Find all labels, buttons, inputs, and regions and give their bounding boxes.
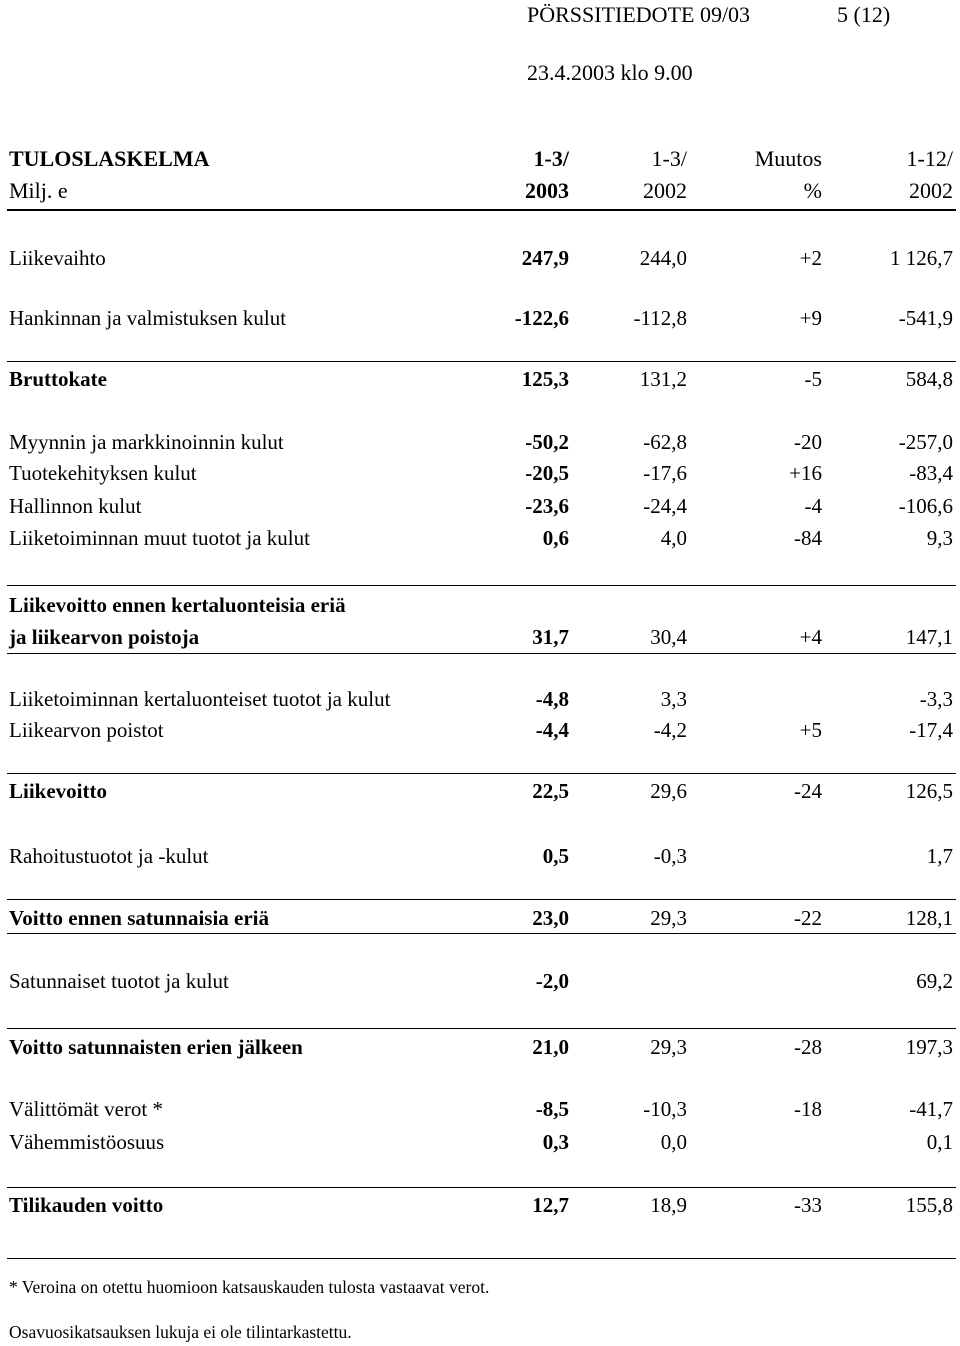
- row-value-2002: 0,0: [660, 1130, 687, 1154]
- row-value-2002: -10,3: [643, 1097, 687, 1121]
- row-value-2002: 244,0: [639, 246, 687, 270]
- row-value-2002: 29,3: [650, 1035, 687, 1059]
- row-label: Liikevoitto: [9, 779, 107, 803]
- row-value-fy2002: 147,1: [905, 625, 953, 649]
- section-rule: [7, 899, 956, 900]
- col1-header-period: 1-3/: [533, 146, 569, 171]
- row-value-2003: -4,8: [535, 687, 569, 711]
- row-value-fy2002: -3,3: [919, 687, 953, 711]
- row-label: Tilikauden voitto: [9, 1193, 164, 1217]
- row-value-2003: 125,3: [521, 367, 569, 391]
- page-number: 5 (12): [837, 2, 891, 27]
- section-rule: [7, 1187, 956, 1188]
- row-value-fy2002: 584,8: [905, 367, 953, 391]
- section-rule: [7, 585, 956, 586]
- row-label: Hankinnan ja valmistuksen kulut: [9, 306, 287, 330]
- row-value-fy2002: -106,6: [898, 494, 953, 518]
- row-label: Hallinnon kulut: [9, 494, 142, 518]
- row-value-fy2002: -41,7: [909, 1097, 953, 1121]
- row-value-2003: 12,7: [532, 1193, 569, 1217]
- row-change: +2: [799, 246, 822, 270]
- row-value-fy2002: -17,4: [909, 718, 953, 742]
- row-value-fy2002: 155,8: [905, 1193, 953, 1217]
- row-value-2003: 0,6: [542, 526, 569, 550]
- row-value-fy2002: 197,3: [905, 1035, 953, 1059]
- row-value-fy2002: -83,4: [909, 461, 953, 485]
- row-value-2002: -24,4: [643, 494, 687, 518]
- row-value-fy2002: 9,3: [926, 526, 953, 550]
- row-label: Myynnin ja markkinoinnin kulut: [9, 430, 284, 454]
- row-change: +9: [799, 306, 822, 330]
- row-label: Liikevoitto ennen kertaluonteisia eriä: [9, 593, 346, 617]
- row-value-2002: -17,6: [643, 461, 687, 485]
- release-number: PÖRSSITIEDOTE 09/03: [527, 2, 751, 27]
- row-value-fy2002: 128,1: [905, 906, 953, 930]
- row-label: Tuotekehityksen kulut: [9, 461, 197, 485]
- audit-footnote: Osavuosikatsauksen lukuja ei ole tilintarkastettu.: [9, 1322, 352, 1342]
- row-value-fy2002: 1,7: [926, 844, 953, 868]
- col4-header-period: 1-12/: [906, 146, 953, 171]
- row-label: Voitto satunnaisten erien jälkeen: [9, 1035, 303, 1059]
- row-change: -4: [804, 494, 822, 518]
- section-rule: [7, 653, 956, 654]
- row-value-fy2002: 0,1: [926, 1130, 953, 1154]
- row-change: -20: [794, 430, 822, 454]
- row-value-2003: -122,6: [514, 306, 569, 330]
- row-value-2003: 23,0: [532, 906, 569, 930]
- col1-header-year: 2003: [525, 178, 569, 203]
- section-rule: [7, 1028, 956, 1029]
- row-value-2002: 30,4: [650, 625, 687, 649]
- section-rule: [7, 933, 956, 934]
- row-change: -28: [794, 1035, 822, 1059]
- row-value-2002: 18,9: [650, 1193, 687, 1217]
- row-value-2002: 3,3: [660, 687, 687, 711]
- row-label: Bruttokate: [9, 367, 107, 391]
- col3-header-percent: %: [803, 178, 822, 203]
- section-rule: [7, 361, 956, 362]
- row-value-2003: 0,5: [542, 844, 569, 868]
- row-label: Liikevaihto: [9, 246, 106, 270]
- header-rule: [7, 209, 956, 211]
- row-label: Rahoitustuotot ja -kulut: [9, 844, 209, 868]
- row-label: Satunnaiset tuotot ja kulut: [9, 969, 229, 993]
- row-value-2002: -112,8: [633, 306, 687, 330]
- row-value-fy2002: 1 126,7: [890, 246, 953, 270]
- row-value-fy2002: 69,2: [916, 969, 953, 993]
- row-value-2002: -62,8: [643, 430, 687, 454]
- row-value-2002: 29,3: [650, 906, 687, 930]
- col3-header-change: Muutos: [754, 146, 822, 171]
- section-rule: [7, 773, 956, 774]
- row-value-2003: -20,5: [525, 461, 569, 485]
- row-label: Liiketoiminnan muut tuotot ja kulut: [9, 526, 310, 550]
- row-value-2003: -50,2: [525, 430, 569, 454]
- row-value-2003: 31,7: [532, 625, 569, 649]
- col2-header-year: 2002: [643, 178, 687, 203]
- row-change: -33: [794, 1193, 822, 1217]
- row-change: -5: [804, 367, 822, 391]
- col4-header-year: 2002: [909, 178, 953, 203]
- tax-footnote: * Veroina on otettu huomioon katsauskauden tulosta vastaavat verot.: [9, 1277, 490, 1297]
- row-change: +4: [799, 625, 822, 649]
- footnote-rule: [7, 1258, 956, 1259]
- unit-label: Milj. e: [9, 178, 68, 203]
- row-value-2002: 4,0: [660, 526, 687, 550]
- row-change: -22: [794, 906, 822, 930]
- row-value-2003: 0,3: [542, 1130, 569, 1154]
- row-label: ja liikearvon poistoja: [9, 625, 200, 649]
- row-label: Liikearvon poistot: [9, 718, 164, 742]
- row-change: -18: [794, 1097, 822, 1121]
- col2-header-period: 1-3/: [651, 146, 687, 171]
- row-value-2003: -23,6: [525, 494, 569, 518]
- statement-title: TULOSLASKELMA: [9, 146, 210, 171]
- row-value-2003: -2,0: [535, 969, 569, 993]
- row-change: -24: [794, 779, 822, 803]
- row-label: Välittömät verot *: [9, 1097, 163, 1121]
- row-value-2002: 29,6: [650, 779, 687, 803]
- row-label: Voitto ennen satunnaisia eriä: [9, 906, 270, 930]
- row-change: +16: [789, 461, 822, 485]
- row-value-fy2002: 126,5: [905, 779, 953, 803]
- row-change: +5: [799, 718, 822, 742]
- row-value-2003: -8,5: [535, 1097, 569, 1121]
- row-value-2003: 22,5: [532, 779, 569, 803]
- row-value-2003: 21,0: [532, 1035, 569, 1059]
- row-value-2002: 131,2: [639, 367, 687, 391]
- row-label: Liiketoiminnan kertaluonteiset tuotot ja kulut: [9, 687, 391, 711]
- row-value-2002: -4,2: [653, 718, 687, 742]
- row-value-fy2002: -541,9: [898, 306, 953, 330]
- row-label: Vähemmistöosuus: [9, 1130, 165, 1154]
- row-value-2002: -0,3: [653, 844, 687, 868]
- row-change: -84: [794, 526, 822, 550]
- row-value-2003: -4,4: [535, 718, 569, 742]
- release-datetime: 23.4.2003 klo 9.00: [527, 60, 693, 85]
- row-value-2003: 247,9: [521, 246, 569, 270]
- row-value-fy2002: -257,0: [898, 430, 953, 454]
